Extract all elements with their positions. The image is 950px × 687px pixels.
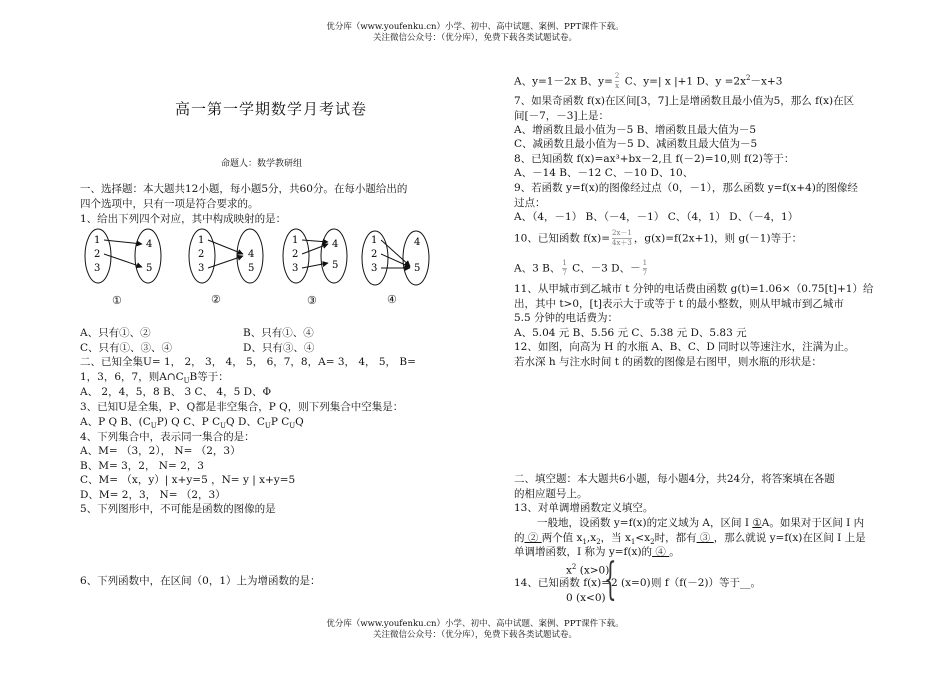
q14-prefix: 14、已知函数 f(x)= — [514, 577, 610, 589]
footer-line-2: 关注微信公众号：（优分库），免费下载各类试题试卷。 — [372, 630, 577, 640]
mapping-diagram-4 — [362, 231, 429, 285]
q10-opt-frac-2 — [643, 259, 647, 278]
q13-l2-a: 两个值 x — [541, 532, 583, 544]
question-5: 5、下列图形中，不可能是函数的图像的是 — [80, 503, 276, 515]
map3-num-3: 3 — [292, 263, 299, 274]
diagram-label-2: ② — [211, 293, 221, 306]
question-3: 3、已知U是全集，P、Q都是非空集合，P Q，则下列集合中空集是： — [80, 401, 404, 413]
q3-opt-seg1: A、P Q B、(C — [80, 416, 151, 428]
q6-sup: 2 — [746, 74, 751, 82]
footer-line-1: 优分库（www.youfenku.cn）小学、初中、高中试题、案例、PPT课件下载。 — [326, 619, 624, 629]
map4-num-2: 2 — [371, 249, 378, 260]
question-4: 4、下列集合中，表示同一集合的是： — [80, 431, 255, 443]
q13-l2-e: 时，都有 — [654, 532, 697, 544]
diagram-label-1: ① — [112, 294, 122, 307]
map4-num-4: 4 — [414, 237, 421, 248]
map3-num-5: 5 — [332, 260, 339, 271]
map3-num-1: 1 — [292, 235, 299, 246]
q13-l2-f: ，那么就说 y=f(x)在区间 I 上是 — [713, 532, 866, 544]
q10-frac-num: 2x－1 — [612, 229, 632, 237]
q13-l3-b: 。 — [669, 546, 680, 558]
q13-l2-c: ，当 x — [600, 532, 631, 544]
q7-options-1: A、增函数且最小值为－5 B、增函数且最大值为－5 — [514, 124, 756, 136]
q1-option-a: A、只有①、② — [80, 327, 151, 339]
map1-num-5: 5 — [146, 263, 153, 274]
q11-options: A、5.04 元 B、5.56 元 C、5.38 元 D、5.83 元 — [514, 327, 747, 339]
question-7-b: 间[－7，－3]上是： — [514, 110, 610, 122]
q13-l3-a: 单调增函数，I 称为 y=f(x)的 — [514, 546, 653, 558]
section2-instructions-a: 二、填空题：本大题共6小题，每小题4分，共24分，将答案填在各题 — [514, 473, 835, 485]
map2-num-5: 5 — [248, 263, 255, 274]
question-10 — [514, 229, 802, 248]
q8-options: A、－14 B、－12 C、－10 D、10、 — [514, 167, 694, 179]
q14-case1-sup: 2 — [571, 563, 577, 571]
q13-l1-b: A。如果对于区间 I 内 — [761, 517, 865, 529]
q13-l2-d: <x — [635, 532, 651, 544]
question-2-a: 二、已知全集U= 1， 2， 3， 4， 5， 6，7，8，A= 3， 4， 5， B= — [80, 356, 416, 368]
q2-options: A、 2，4，5，8 B、 3 C、 4，5 D、Φ — [80, 386, 272, 398]
q10-text-a: 10、已知函数 f(x)= — [514, 232, 610, 245]
q1-option-b: B、只有①、④ — [243, 327, 314, 339]
q14-blank: __ — [739, 577, 751, 589]
q3-sub-4: U — [289, 422, 296, 431]
question-11-a: 11、从甲城市到乙城市 t 分钟的电话费由函数 g(t)=1.06×（0.75[t]+1）给 — [514, 283, 874, 295]
q13-line-1 — [537, 516, 864, 531]
q3-opt-seg3: Q D、C — [226, 416, 265, 428]
q10-f1-num: 1 — [562, 259, 567, 267]
q14-brace: { — [604, 554, 617, 605]
diagram-label-3: ③ — [307, 294, 317, 307]
q3-sub-3: U — [264, 422, 271, 431]
map1-num-1: 1 — [94, 235, 101, 246]
q13-blank-3: ③ — [696, 532, 714, 544]
q10-opt-frac-1 — [562, 259, 566, 278]
question-11-c: 5.5 分钟的电话费为： — [514, 312, 619, 324]
q1-option-d: D、只有③、④ — [243, 342, 315, 354]
q10-f1-den: 7 — [562, 269, 567, 277]
q10-f2-den: 7 — [642, 269, 648, 277]
question-12-a: 12、如图，向高为 H 的水瓶 A、B、C、D 同时以等速注水，注满为止。 — [514, 341, 855, 353]
question-12-b: 若水深 h 与注水时间 t 的函数的图像是右图甲，则水瓶的形状是： — [514, 356, 822, 368]
q4-option-b: B、M= 3，2， N= 2，3 — [80, 460, 204, 472]
q3-opt-seg2: P) Q C、P C — [156, 416, 221, 428]
page-title: 高一第一学期数学月考试卷 — [175, 100, 368, 118]
q14-post: 则 f（f(－2)）等于 — [651, 577, 740, 589]
q3-opt-seg4: P C — [270, 416, 290, 428]
q3-sub-2: U — [220, 422, 227, 431]
q6-frac-den: x — [615, 82, 620, 90]
q10-fraction — [612, 229, 632, 248]
q4-option-d: D、M= 2，3， N= （2，3） — [80, 489, 226, 501]
q13-l1-a: 一般地，设函数 y=f(x)的定义域为 A，区间 I — [537, 517, 753, 529]
q6-options — [514, 71, 782, 91]
q6-fraction — [615, 72, 619, 91]
question-7-a: 7、如果奇函数 f(x)在区间[3，7]上是增函数且最小值为5，那么 f(x)在区 — [514, 95, 855, 107]
q13-sub-1a: 1 — [582, 538, 587, 547]
question-1: 1、给出下列四个对应，其中构成映射的是： — [80, 213, 287, 225]
q2-b-text: 1，3，6，7，则A∩C — [80, 371, 184, 383]
question-13: 13、对单调增函数定义填空。 — [514, 502, 654, 514]
map1-num-3: 3 — [94, 263, 101, 274]
q10-opt-cd: C、－3 D、－ — [568, 262, 641, 275]
question-11-b: 出，其中 t>0，[t]表示大于或等于 t 的最小整数，则从甲城市到乙城市 — [514, 298, 844, 310]
mapping-diagram-3 — [283, 229, 347, 283]
q9-options: A、（4，－1） B、（－4，－1） C、（4，1） D、（－4，1） — [514, 211, 799, 223]
section2-instructions-b: 的相应题号上。 — [514, 488, 588, 500]
q10-frac-den: 4x＋3 — [612, 239, 632, 247]
q10-opt-ab: A、3 B、 — [514, 262, 561, 275]
map1-num-2: 2 — [94, 249, 101, 260]
q4-option-c: C、M= （x，y）| x+y=5 ，N= y | x+y=5 — [80, 474, 296, 486]
header-line-1: 优分库（www.youfenku.cn）小学、初中、高中试题、案例、PPT课件下载。 — [326, 22, 624, 32]
author-line: 命题人：数学教研组 — [221, 159, 303, 169]
q10-text-b: ，g(x)=f(2x+1)，则 g(－1)等于： — [633, 232, 803, 245]
q10-options — [514, 259, 649, 278]
q3-sub-1: U — [150, 422, 157, 431]
q14-case-3: 0 (x<0) — [566, 592, 606, 604]
section1-instructions-a: 一、选择题：本大题共12小题，每小题5分，共60分。在每小题给出的 — [80, 183, 408, 195]
q2-b-tail: B等于： — [189, 371, 229, 383]
question-6: 6、下列函数中，在区间（0，1）上为增函数的是： — [80, 575, 321, 587]
map4-num-1: 1 — [371, 235, 378, 246]
q13-blank-2: ② — [524, 532, 542, 544]
map4-num-3: 3 — [371, 263, 378, 274]
mapping-diagram-1 — [85, 229, 161, 283]
question-8: 8、已知函数 f(x)=ax³+bx－2,且 f(－2)=10,则 f(2)等于： — [514, 153, 795, 165]
mapping-diagrams — [80, 228, 430, 313]
q6-frac-num: 2 — [614, 72, 620, 80]
header-line-2: 关注微信公众号：（优分库），免费下载各类试题试卷。 — [372, 33, 577, 43]
mapping-diagram-2 — [189, 229, 263, 283]
q13-sub-2a: 2 — [596, 538, 601, 547]
map1-num-4: 4 — [146, 239, 153, 250]
q7-options-2: C、减函数且最小值为－5 D、减函数且最大值为－5 — [514, 138, 758, 150]
q2-b-sub: U — [183, 377, 190, 386]
q14-suffix — [651, 576, 761, 591]
map3-num-2: 2 — [292, 249, 299, 260]
q3-opt-seg5: Q — [295, 416, 304, 428]
q4-option-a: A、M= （3，2）， N= （2，3） — [80, 445, 241, 457]
map2-num-2: 2 — [198, 249, 205, 260]
map3-num-4: 4 — [332, 239, 339, 250]
question-9-b: 过点： — [514, 197, 546, 209]
q6-opt-ab: A、y=1－2x B、y= — [514, 75, 613, 88]
question-9-a: 9、若函数 y=f(x)的图像经过点（0，－1），那么函数 y=f(x+4)的图像经 — [514, 182, 858, 194]
q6-opt-c: C、y=| x |+1 D、y =2x — [621, 75, 747, 88]
q14-case1-cond: (x>0) — [576, 564, 610, 577]
map2-num-1: 1 — [198, 235, 205, 246]
q13-blank-4: ④ — [652, 546, 670, 558]
q14-case-2: 2 (x=0) — [611, 577, 651, 589]
q13-line-3 — [514, 545, 680, 560]
diagram-label-4: ④ — [387, 293, 397, 306]
section1-instructions-b: 四个选项中，只有一项是符合要求的。 — [80, 198, 259, 210]
q10-f2-num: 1 — [642, 259, 648, 267]
map2-num-4: 4 — [248, 249, 255, 260]
q14-case1-x: x — [566, 564, 572, 577]
q6-opt-d: －x+3 — [750, 75, 783, 88]
q13-l2-b: ,x — [586, 532, 597, 544]
q13-sub-1b: 1 — [630, 538, 636, 547]
q14-end: 。 — [750, 577, 761, 589]
map2-num-3: 3 — [198, 263, 205, 274]
q13-l2-pre: 的 — [514, 532, 525, 544]
q13-sub-2b: 2 — [650, 538, 655, 547]
map4-num-5: 5 — [414, 263, 421, 274]
q1-option-c: C、只有①、③、④ — [80, 342, 173, 354]
q13-blank-1: ① — [752, 517, 762, 529]
